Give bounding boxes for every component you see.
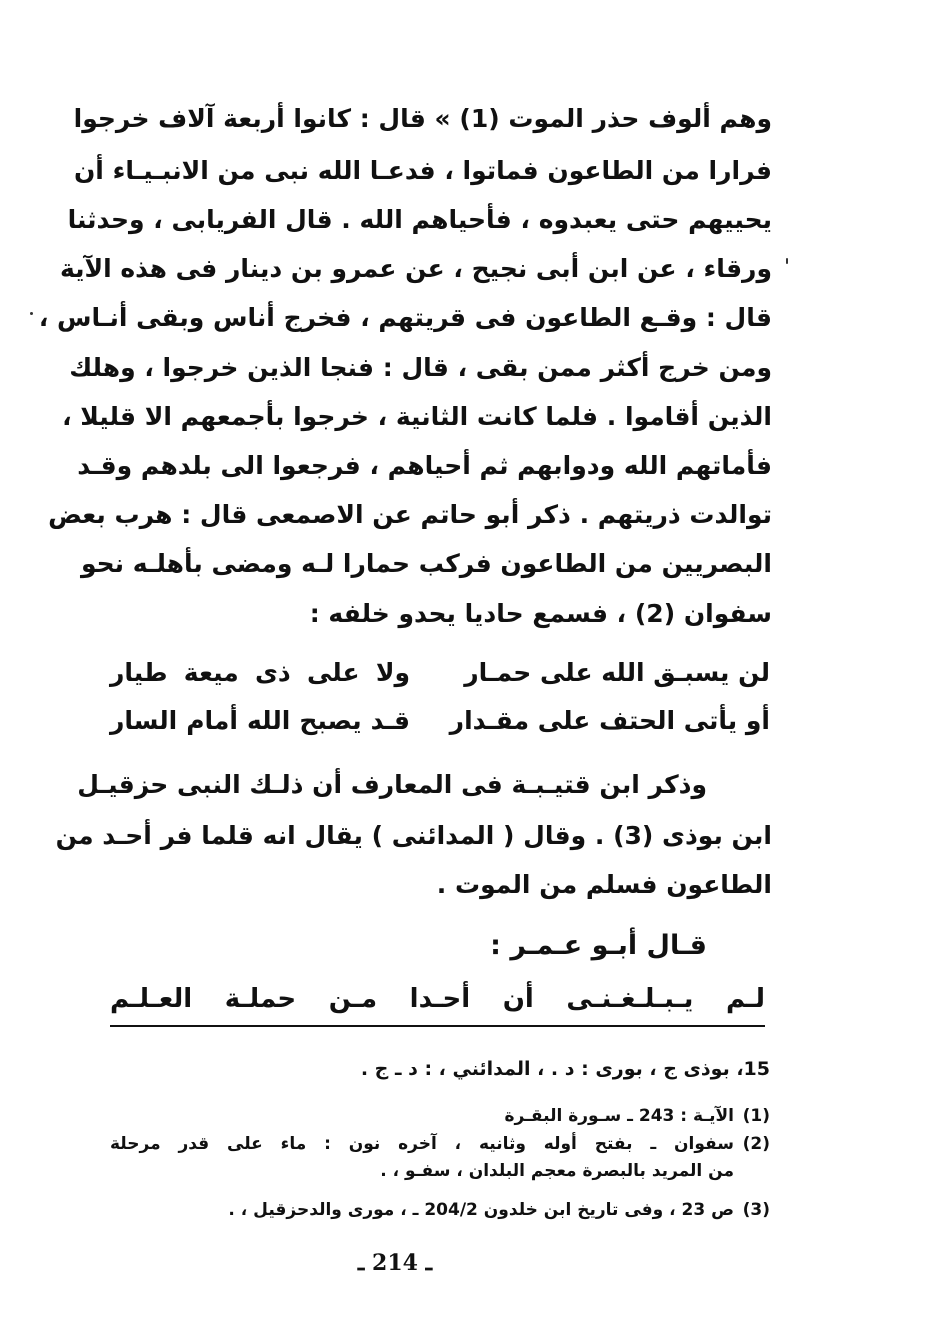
footnote-text: من المريد بالبصرة معجم البلدان ، سفـو ، . [380, 1161, 734, 1181]
poem-hemistich-first: أو يأتى الحتف على مقـدار [449, 706, 770, 735]
separator-rule [110, 1025, 765, 1027]
poem-hemistich-second: ولا على ذى ميعة طيار [110, 658, 410, 687]
footnote-number: (3) [742, 1200, 770, 1220]
footnote-text: سفوان ـ بفتح أوله وثانيه ، آخره نون : ماء على قدر مرحلة [110, 1134, 734, 1154]
footnote [110, 1163, 770, 1183]
body-line: ابن بوذى (3) . وقال ( المدائنى ) يقال انه قلما فر أحـد من [55, 821, 772, 850]
body-line: توالدت ذريتهم . ذكر أبو حاتم عن الاصمعى قال : هرب بعض [48, 500, 772, 529]
section-heading: قـال أبـو عـمـر : [490, 930, 707, 961]
poem-verse [110, 706, 770, 740]
body-line: الذين أقاموا . فلما كانت الثانية ، خرجوا بأجمعهم الا قليلا ، [62, 402, 772, 431]
body-line: وذكر ابن قتيـبـة فى المعارف أن ذلـك النبى حزقيـل [77, 770, 707, 799]
body-line: يحييهم حتى يعبدوه ، فأحياهم الله . قال الفريابى ، وحدثنا [67, 205, 772, 234]
page-number: ـ 214 ـ [357, 1250, 433, 1276]
body-line: وهم ألوف حذر الموت (1) » قال : كانوا أربعة آلاف خرجوا [73, 104, 772, 133]
footnote-text: الآيـة : 243 ـ سـورة البقـرة [504, 1106, 734, 1126]
body-line: البصريين من الطاعون فركب حمارا لـه ومضى بأهلـه نحو [80, 549, 772, 578]
poem-verse [110, 658, 770, 692]
footnote [110, 1108, 770, 1128]
body-line: لـم يـبـلـغـنـى أن أحـدا مـن حملـة العـلـم [110, 984, 765, 1014]
body-line: فأماتهم الله ودوابهم ثم أحياهم ، فرجعوا الى بلدهم وقـد [77, 451, 772, 480]
footnote [110, 1202, 770, 1222]
footnote-number: (1) [742, 1106, 770, 1126]
body-line: ومن خرج أكثر ممن بقى ، قال : فنجا الذين خرجوا ، وهلك [69, 353, 772, 382]
variant-note: 15، بوذى ج ، بورى : د . ، المدائني ، : د ـ ج . [360, 1058, 770, 1080]
scan-speck [30, 312, 33, 315]
scan-speck [786, 258, 788, 264]
footnote-number: (2) [742, 1134, 770, 1154]
footnote [110, 1136, 770, 1156]
poem-hemistich-first: لن يسبـق الله على حمـار [464, 658, 770, 687]
body-line: قال : وقـع الطاعون فى قريتهم ، فخرج أناس وبقى أنـاس ، [38, 303, 772, 332]
body-line: الطاعون فسلم من الموت . [436, 870, 772, 899]
poem-hemistich-second: قـد يصبح الله أمام السار [110, 706, 410, 735]
body-line: ورقاء ، عن ابن أبى نجيح ، عن عمرو بن دينار فى هذه الآية [59, 254, 772, 283]
body-line: فرارا من الطاعون فماتوا ، فدعـا الله نبى من الانبـيـاء أن [73, 156, 772, 185]
body-line: سفوان (2) ، فسمع حاديا يحدو خلفه : [309, 599, 772, 628]
footnote-text: ص 23 ، وفى تاريخ ابن خلدون 204/2 ـ ، مورى والدحزقيل ، . [228, 1200, 734, 1220]
